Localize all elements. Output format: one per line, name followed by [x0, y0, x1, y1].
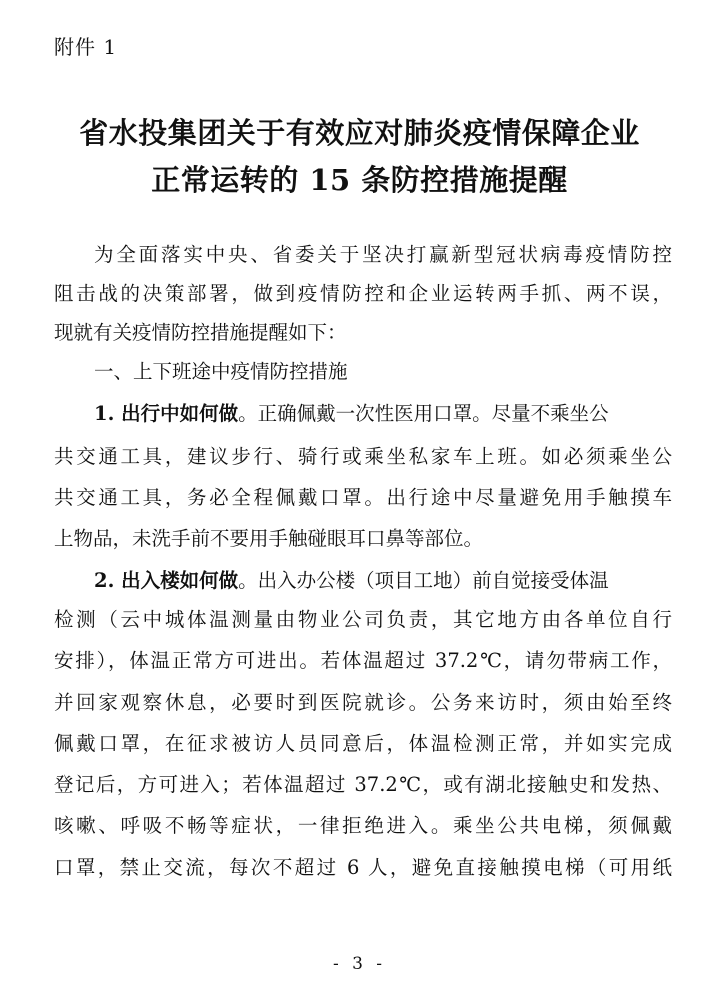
section-heading-1: 一、上下班途中疫情防控措施: [94, 360, 348, 383]
item-1-line-2: 共交通工具，建议步行、骑行或乘坐私家车上班。如必须乘坐公: [54, 445, 672, 468]
item-1-lead: 1. 出行中如何做: [94, 402, 239, 425]
item-2-line-2: 检测（云中城体温测量由物业公司负责，其它地方由各单位自行: [54, 608, 672, 631]
intro-line-1: 为全面落实中央、省委关于坚决打赢新型冠状病毒疫情防控: [94, 243, 672, 266]
item-1-line-1-text: 。正确佩戴一次性医用口罩。尽量不乘坐公: [238, 402, 609, 425]
item-2-line-1: [94, 564, 672, 598]
item-2-lead: 2. 出入楼如何做: [94, 569, 239, 592]
intro-line-2: 阻击战的决策部署，做到疫情防控和企业运转两手抓、两不误，: [54, 282, 672, 305]
item-1-line-1: [94, 397, 672, 431]
page-number: - 3 -: [332, 954, 387, 974]
attachment-label: 附件 1: [54, 35, 118, 59]
item-2-line-4: 并回家观察休息，必要时到医院就诊。公务来访时，须由始至终: [54, 691, 672, 714]
item-2-line-5: 佩戴口罩，在征求被访人员同意后，体温检测正常，并如实完成: [54, 732, 672, 755]
document-title-line-1: 省水投集团关于有效应对肺炎疫情保障企业: [79, 116, 640, 150]
item-2-line-3: 安排），体温正常方可进出。若体温超过 37.2℃，请勿带病工作，: [54, 649, 672, 672]
intro-line-3: 现就有关疫情防控措施提醒如下：: [54, 321, 347, 344]
document-title-line-2: 正常运转的 15 条防控措施提醒: [151, 163, 568, 197]
item-2-line-7: 咳嗽、呼吸不畅等症状，一律拒绝进入。乘坐公共电梯，须佩戴: [54, 814, 672, 837]
item-1-line-4: 上物品，未洗手前不要用手触碰眼耳口鼻等部位。: [54, 527, 484, 550]
item-2-line-6: 登记后，方可进入；若体温超过 37.2℃，或有湖北接触史和发热、: [54, 773, 672, 796]
item-2-line-1-text: 。出入办公楼（项目工地）前自觉接受体温: [238, 569, 609, 592]
item-2-line-8: 口罩，禁止交流，每次不超过 6 人，避免直接触摸电梯（可用纸: [54, 856, 672, 879]
item-1-line-3: 共交通工具，务必全程佩戴口罩。出行途中尽量避免用手触摸车: [54, 486, 672, 509]
